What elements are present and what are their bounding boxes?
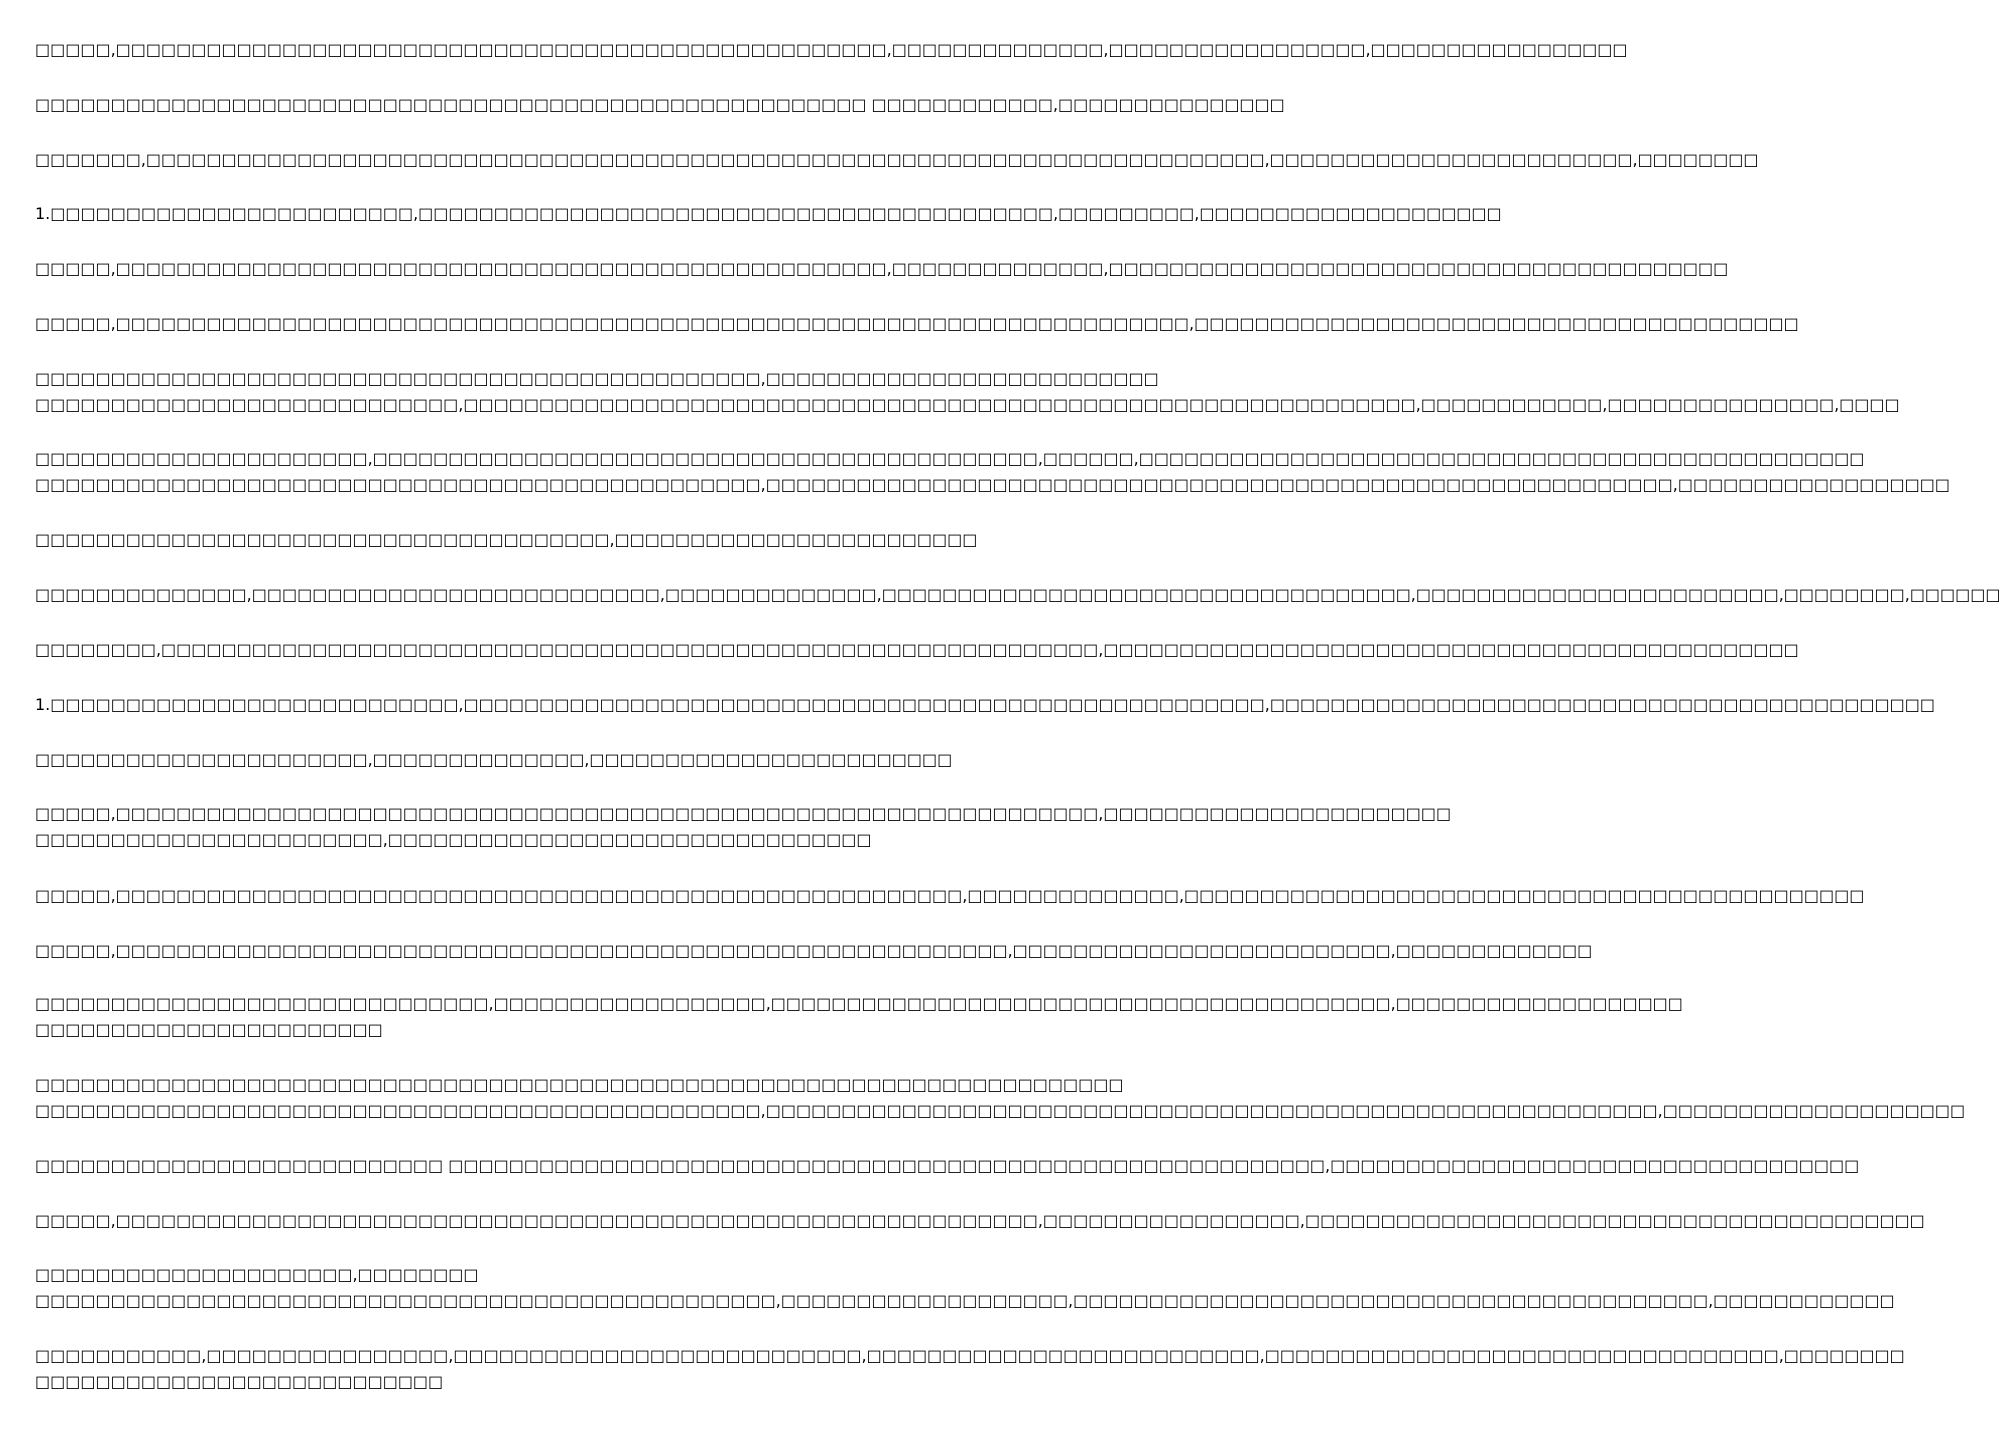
text-line: □□□□□□□□□□□□□□□□□□□□□,□□□□□□□□	[35, 1265, 479, 1284]
text-line: □□□□□,□□□□□□□□□□□□□□□□□□□□□□□□□□□□□□□□□□□□□□□□□□□□□□□□□□□,□□□□□□□□□□□□□□,□□□□□□□□□□□□□□□□□,□□□□□□□□□□□□□□□□□	[35, 40, 1628, 59]
paragraph	[35, 938, 1593, 964]
paragraph	[35, 582, 2001, 608]
text-line: □□□□□,□□□□□□□□□□□□□□□□□□□□□□□□□□□□□□□□□□□□□□□□□□□□□□□□□□□□□□□□□□□□□□□□□,□□□□□□□□□□□□□□□□□□□□□□□	[35, 804, 1452, 823]
text-line: □□□□□□□□□□□□□□□□□□□□□□,□□□□□□□□□□□□□□,□□□□□□□□□□□□□□□□□□□□□□□□	[35, 750, 953, 769]
paragraph	[35, 801, 1452, 853]
text-line: □□□□□□□□,□□□□□□□□□□□□□□□□□□□□□□□□□□□□□□□□□□□□□□□□□□□□□□□□□□□□□□□□□□□□□□,□□□□□□□□□□□□□□□□□□□□□□□□□□□□□□□□□□□□□□□□□□□□□□	[35, 640, 1799, 659]
text-line: □□□□□□□□□□□□□□□□□□□□□□□□□□□□,□□□□□□□□□□□□□□□□□□□□□□□□□□□□□□□□□□□□□□□□□□□□□□□□□□□□□□□□□□□□□□□,□□□□□□□□□□□□,□□□□□□□□□□□□□□□,□□□□	[35, 395, 1900, 414]
text-line: □□□□□,□□□□□□□□□□□□□□□□□□□□□□□□□□□□□□□□□□□□□□□□□□□□□□□□□□□□□□□□□□□□□□□□□□□□□□□,□□□□□□□□□□□□□□□□□□□□□□□□□□□□□□□□□□□□□□□□	[35, 314, 1799, 333]
paragraph	[35, 1262, 1895, 1314]
text-line: □□□□□□□□□□□□□□□□□□□□□□□□□□□□□□□□□□□□□□□□□□□□□□□□□□□□□□□□□□□□□□□□□□□□□□□□	[35, 1075, 1124, 1094]
paragraph	[35, 1072, 1966, 1124]
text-line: □□□□□□□□□□□□□□□□□□□□□□,□□□□□□□□□□□□□□□□□□□□□□□□□□□□□□□□□□□□□□□□□□□□,□□□□□□,□□□□□□□□□□□□□□□□□□□□□□□□□□□□□□□□□□□□□□□□□□□□□□□□	[35, 449, 1865, 468]
text-line: □□□□□□□,□□□□□□□□□□□□□□□□□□□□□□□□□□□□□□□□□□□□□□□□□□□□□□□□□□□□□□□□□□□□□□□□□□□□□□□□□□,□□□□□□□□□□□□□□□□□□□□□□□□,□□□□□□□□	[35, 150, 1759, 169]
paragraph	[35, 692, 1935, 718]
paragraph	[35, 147, 1759, 173]
text-line: □□□□□,□□□□□□□□□□□□□□□□□□□□□□□□□□□□□□□□□□□□□□□□□□□□□□□□□□□□□□□□□□□,□□□□□□□□□□□□□□□□□□□□□□□□□,□□□□□□□□□□□□□	[35, 941, 1593, 960]
paragraph	[35, 1343, 1905, 1395]
paragraph	[35, 527, 990, 553]
text-line: □□□□□□□□□□□□□□□□□□□□□□□□□□□□□□□□□□□□□□□□□□□□□□□□□□□□□□□ □□□□□□□□□□□□,□□□□□□□□□□□□□□□	[35, 95, 1285, 114]
paragraph	[35, 637, 1799, 663]
text-line: □□□□□□□□□□□□□□□□□□□□□□□□□□□□□□□□□□□□□□□□□□□□□□□□,□□□□□□□□□□□□□□□□□□□□□□□□□□	[35, 369, 1159, 388]
paragraph	[35, 991, 1683, 1043]
paragraph	[35, 446, 1950, 498]
paragraph	[35, 37, 1628, 63]
paragraph	[35, 366, 1900, 418]
text-line: □□□□□,□□□□□□□□□□□□□□□□□□□□□□□□□□□□□□□□□□□□□□□□□□□□□□□□□□□,□□□□□□□□□□□□□□,□□□□□□□□□□□□□□□□□□□□□□□□□□□□□□□□□□□□□□□□□	[35, 259, 1729, 278]
paragraph	[35, 1153, 1860, 1179]
text-line: 1.□□□□□□□□□□□□□□□□□□□□□□□□,□□□□□□□□□□□□□□□□□□□□□□□□□□□□□□□□□□□□□□□□□□,□□□□□□□□□,□□□□□□□□□□□□□□□□□□□□	[35, 204, 1502, 223]
text-line: □□□□□□□□□□□□□□□□□□□□□□□,□□□□□□□□□□□□□□□□□□□□□□□□□□□□□□□□	[35, 830, 872, 849]
paragraph	[35, 883, 1865, 909]
text-line: □□□□□□□□□□□□□□□□□□□□□□□□□□□	[35, 1372, 444, 1391]
text-line: □□□□□□□□□□□,□□□□□□□□□□□□□□□□,□□□□□□□□□□□□□□□□□□□□□□□□□□□,□□□□□□□□□□□□□□□□□□□□□□□□□□,□□□□□□□□□□□□□□□□□□□□□□□□□□□□□□□□□□,□□□□□□□□	[35, 1346, 1905, 1365]
text-line: □□□□□□□□□□□□□□□□□□□□□□□□□□□ □□□□□□□□□□□□□□□□□□□□□□□□□□□□□□□□□□□□□□□□□□□□□□□□□□□□□□□□□□,□□□□□□□□□□□□□□□□□□□□□□□□□□□□□□□□□□□	[35, 1156, 1860, 1175]
paragraph	[35, 747, 990, 773]
text-line: □□□□□□□□□□□□□□□□□□□□□□□□□□□□□□□□□□□□□□□□□□□□□□□□□,□□□□□□□□□□□□□□□□□□□,□□□□□□□□□□□□□□□□□□□□□□□□□□□□□□□□□□□□□□□□□□,□□□□□□□□□□□□	[35, 1291, 1895, 1310]
paragraph	[35, 1208, 1925, 1234]
text-line: □□□□□,□□□□□□□□□□□□□□□□□□□□□□□□□□□□□□□□□□□□□□□□□□□□□□□□□□□□□□□□,□□□□□□□□□□□□□□,□□□□□□□□□□□□□□□□□□□□□□□□□□□□□□□□□□□□□□□□□□□□□	[35, 886, 1865, 905]
paragraph	[35, 201, 1502, 227]
text-line: □□□□□□□□□□□□□□□□□□□□□□□□□□□□□□,□□□□□□□□□□□□□□□□□□,□□□□□□□□□□□□□□□□□□□□□□□□□□□□□□□□□□□□□□□□□,□□□□□□□□□□□□□□□□□□□	[35, 994, 1683, 1013]
text-line: □□□□□□□□□□□□□□,□□□□□□□□□□□□□□□□□□□□□□□□□□□,□□□□□□□□□□□□□□,□□□□□□□□□□□□□□□□□□□□□□□□□□□□□□□□□□□,□□□□□□□□□□□□□□□□□□□□□□□□,□□□□□□□□,□□□□□□	[35, 585, 2001, 604]
text-line: □□□□□□□□□□□□□□□□□□□□□□□□□□□□□□□□□□□□□□□□□□□□□□□□,□□□□□□□□□□□□□□□□□□□□□□□□□□□□□□□□□□□□□□□□□□□□□□□□□□□□□□□□□□□,□□□□□□□□□□□□□□□□□□□□	[35, 1101, 1966, 1120]
text-line: □□□□□,□□□□□□□□□□□□□□□□□□□□□□□□□□□□□□□□□□□□□□□□□□□□□□□□□□□□□□□□□□□□□,□□□□□□□□□□□□□□□□□,□□□□□□□□□□□□□□□□□□□□□□□□□□□□□□□□□□□□□□□□□	[35, 1211, 1925, 1230]
paragraph	[35, 311, 1799, 337]
text-line: 1.□□□□□□□□□□□□□□□□□□□□□□□□□□□,□□□□□□□□□□□□□□□□□□□□□□□□□□□□□□□□□□□□□□□□□□□□□□□□□□□□□,□□□□□□□□□□□□□□□□□□□□□□□□□□□□□□□□□□□□□□□□□□□□	[35, 695, 1935, 714]
paragraph	[35, 92, 1285, 118]
text-line: □□□□□□□□□□□□□□□□□□□□□□□	[35, 1020, 383, 1039]
text-line: □□□□□□□□□□□□□□□□□□□□□□□□□□□□□□□□□□□□□□,□□□□□□□□□□□□□□□□□□□□□□□□	[35, 530, 978, 549]
text-line: □□□□□□□□□□□□□□□□□□□□□□□□□□□□□□□□□□□□□□□□□□□□□□□□,□□□□□□□□□□□□□□□□□□□□□□□□□□□□□□□□□□□□□□□□□□□□□□□□□□□□□□□□□□□□,□□□□□□□□□□□□□□□□□□	[35, 475, 1950, 494]
paragraph	[35, 256, 1729, 282]
